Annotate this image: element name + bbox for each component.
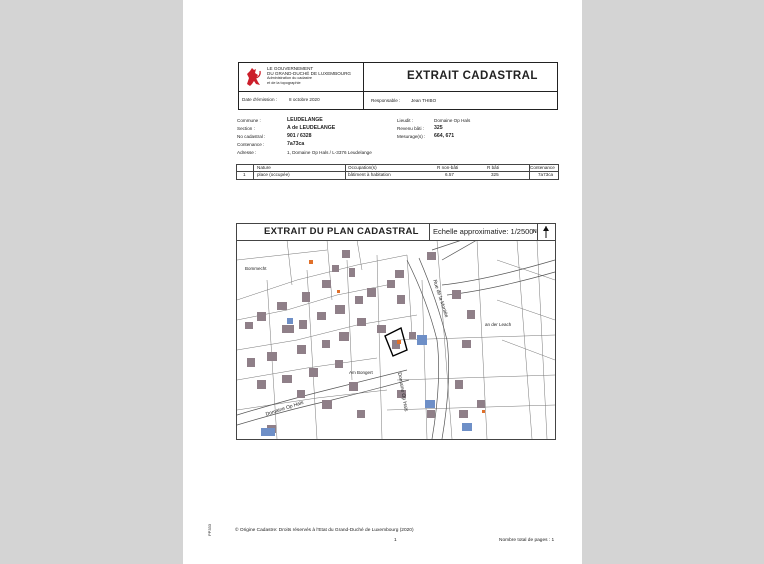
contenance-label: Contenance : — [237, 142, 265, 147]
gov-line-4: et de la topographie — [267, 81, 301, 85]
mesurage-value: 664, 671 — [434, 133, 455, 139]
map-label-area-1: Am Bongert — [349, 370, 373, 375]
side-code: PP333 — [207, 523, 212, 536]
section-label: Section : — [237, 126, 255, 131]
commune-label: Commune : — [237, 118, 261, 123]
north-label: N — [533, 229, 537, 235]
gov-line-1: LE GOUVERNEMENT — [267, 66, 314, 71]
lieudit-label: Lieudit : — [397, 118, 414, 123]
total-pages: Nombre total de pages : 1 — [499, 538, 555, 543]
mesurage-label: Mesurage(s) : — [397, 134, 426, 139]
table-header-rnonbati: R non-bâti — [437, 165, 459, 170]
table-header-contenance: Contenance — [530, 165, 555, 170]
table-cell-index: 1 — [243, 172, 246, 177]
emission-label: Date d'émission : — [242, 97, 278, 102]
lieudit-value: Domaine Op Hals — [434, 118, 471, 123]
contenance-value: 7a73ca — [287, 141, 305, 147]
commune-value: LEUDELANGE — [287, 117, 323, 123]
section-value: A de LEUDELANGE — [287, 125, 336, 131]
address-label: Adresse : — [237, 150, 257, 155]
table-cell-nature: place (occupée) — [257, 172, 290, 177]
table-header-nature: Nature — [257, 165, 271, 170]
emission-value: 8 octobre 2020 — [289, 97, 320, 102]
revenu-label: Revenu bâti : — [397, 126, 425, 131]
copyright-text: © Origine Cadastre: Droits réservés à l'Etat du Grand-Duché de Luxembourg (2020) — [235, 528, 414, 533]
table-cell-contenance: 7a73ca — [538, 172, 554, 177]
map-title: EXTRAIT DU PLAN CADASTRAL — [264, 226, 419, 237]
responsable-value: Jean THIBO — [411, 98, 437, 103]
map-label-area-2: an der Leach — [485, 322, 512, 327]
map-scale: Echelle approximative: 1/2500 — [433, 227, 534, 236]
document-page — [183, 0, 582, 564]
map-header — [237, 224, 555, 241]
parcel-table — [236, 164, 559, 180]
address-value: 1, Domaine Op Hals / L-3376 Leudelange — [287, 150, 372, 155]
gov-line-2: DU GRAND-DUCHÉ DE LUXEMBOURG — [267, 71, 351, 76]
cadastral-value: 901 / 6328 — [287, 133, 312, 139]
gov-line-3: Administration du cadastre — [267, 76, 312, 80]
map-label-street-3: Domaine Op Hals — [265, 399, 305, 418]
table-cell-rbati: 325 — [491, 172, 499, 177]
table-header-rbati: R bâti — [487, 165, 500, 170]
cadastral-map — [236, 223, 556, 440]
responsable-label: Responsable : — [371, 98, 401, 103]
lion-logo-icon — [243, 66, 263, 88]
document-title: EXTRAIT CADASTRAL — [407, 70, 538, 82]
map-label-area-3: Bommecht — [245, 266, 267, 271]
map-label-street-1: Rue de la Montée — [431, 279, 450, 319]
page-number: 1 — [394, 538, 397, 543]
north-arrow-icon — [540, 225, 552, 239]
cadastral-label: No cadastral : — [237, 134, 266, 139]
table-cell-rnonbati: 6.57 — [445, 172, 454, 177]
map-label-street-2: Domaine Op Hals — [396, 372, 409, 412]
table-cell-occupation: bâtiment à habitation — [348, 172, 391, 177]
table-header-occupation: Occupation(s) — [348, 165, 377, 170]
header-box — [238, 62, 558, 110]
revenu-value: 325 — [434, 125, 443, 131]
